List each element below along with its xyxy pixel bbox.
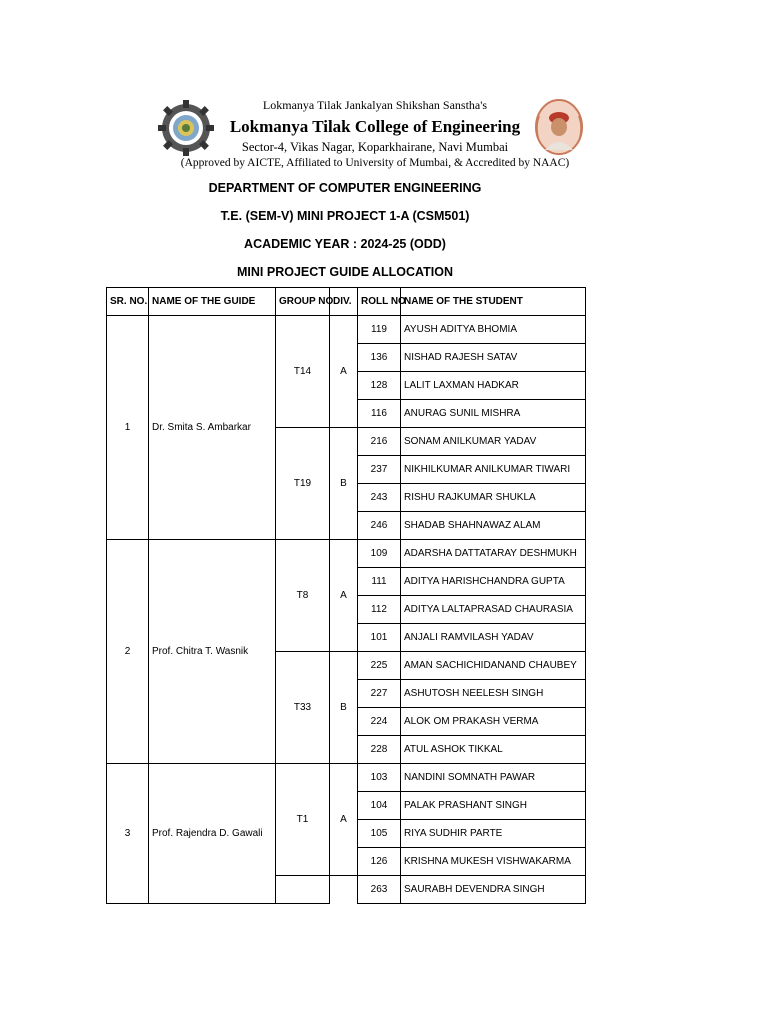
trust-name: Lokmanya Tilak Jankalyan Shikshan Sanstha's xyxy=(262,98,488,112)
student-name-cell: RIYA SUDHIR PARTE xyxy=(401,820,586,848)
table-row xyxy=(107,316,586,344)
header-div: DIV. xyxy=(330,288,358,316)
student-name-cell: ADITYA LALTAPRASAD CHAURASIA xyxy=(401,596,586,624)
student-name-cell: SAURABH DEVENDRA SINGH xyxy=(401,876,586,904)
document-headings xyxy=(0,178,690,290)
div-cell: A xyxy=(330,316,358,428)
header-guide-name: NAME OF THE GUIDE xyxy=(149,288,276,316)
student-name-cell: NANDINI SOMNATH PAWAR xyxy=(401,764,586,792)
student-name-cell: ANURAG SUNIL MISHRA xyxy=(401,400,586,428)
department-heading: DEPARTMENT OF COMPUTER ENGINEERING xyxy=(208,181,482,195)
roll-no-cell: 112 xyxy=(358,596,401,624)
roll-no-cell: 243 xyxy=(358,484,401,512)
student-name-cell: ALOK OM PRAKASH VERMA xyxy=(401,708,586,736)
letterhead xyxy=(150,96,600,172)
student-name-cell: RISHU RAJKUMAR SHUKLA xyxy=(401,484,586,512)
group-no-cell xyxy=(276,876,330,904)
student-name-cell: ADARSHA DATTATARAY DESHMUKH xyxy=(401,540,586,568)
roll-no-cell: 101 xyxy=(358,624,401,652)
student-name-cell: ATUL ASHOK TIKKAL xyxy=(401,736,586,764)
student-name-cell: AMAN SACHICHIDANAND CHAUBEY xyxy=(401,652,586,680)
roll-no-cell: 111 xyxy=(358,568,401,596)
group-no-cell: T8 xyxy=(276,540,330,652)
roll-no-cell: 105 xyxy=(358,820,401,848)
roll-no-cell: 119 xyxy=(358,316,401,344)
sr-no-cell: 1 xyxy=(107,316,149,540)
roll-no-cell: 237 xyxy=(358,456,401,484)
sr-no-cell: 3 xyxy=(107,764,149,904)
table-row xyxy=(107,764,586,792)
college-address: Sector-4, Vikas Nagar, Koparkhairane, Navi Mumbai xyxy=(241,140,509,154)
student-name-cell: KRISHNA MUKESH VISHWAKARMA xyxy=(401,848,586,876)
table-header-row xyxy=(107,288,586,316)
course-heading: T.E. (SEM-V) MINI PROJECT 1-A (CSM501) xyxy=(220,209,470,223)
header-group-no: GROUP NO xyxy=(276,288,330,316)
guide-name-cell: Prof. Chitra T. Wasnik xyxy=(149,540,276,764)
roll-no-cell: 126 xyxy=(358,848,401,876)
roll-no-cell: 263 xyxy=(358,876,401,904)
roll-no-cell: 103 xyxy=(358,764,401,792)
student-name-cell: NISHAD RAJESH SATAV xyxy=(401,344,586,372)
guide-allocation-table xyxy=(106,287,586,904)
student-name-cell: LALIT LAXMAN HADKAR xyxy=(401,372,586,400)
roll-no-cell: 109 xyxy=(358,540,401,568)
student-name-cell: ADITYA HARISHCHANDRA GUPTA xyxy=(401,568,586,596)
allocation-title: MINI PROJECT GUIDE ALLOCATION xyxy=(237,265,453,279)
student-name-cell: AYUSH ADITYA BHOMIA xyxy=(401,316,586,344)
student-name-cell: PALAK PRASHANT SINGH xyxy=(401,792,586,820)
student-name-cell: SONAM ANILKUMAR YADAV xyxy=(401,428,586,456)
student-name-cell: ASHUTOSH NEELESH SINGH xyxy=(401,680,586,708)
roll-no-cell: 227 xyxy=(358,680,401,708)
approval-note: (Approved by AICTE, Affiliated to University of Mumbai, & Accredited by NAAC) xyxy=(180,157,570,169)
roll-no-cell: 246 xyxy=(358,512,401,540)
student-name-cell: ANJALI RAMVILASH YADAV xyxy=(401,624,586,652)
div-cell: B xyxy=(330,428,358,540)
header-student-name: NAME OF THE STUDENT xyxy=(401,288,586,316)
academic-year-heading: ACADEMIC YEAR : 2024-25 (ODD) xyxy=(244,237,446,251)
roll-no-cell: 116 xyxy=(358,400,401,428)
header-roll-no: ROLL NO xyxy=(358,288,401,316)
roll-no-cell: 228 xyxy=(358,736,401,764)
student-name-cell: SHADAB SHAHNAWAZ ALAM xyxy=(401,512,586,540)
group-no-cell: T19 xyxy=(276,428,330,540)
guide-name-cell: Dr. Smita S. Ambarkar xyxy=(149,316,276,540)
guide-name-cell: Prof. Rajendra D. Gawali xyxy=(149,764,276,904)
group-no-cell: T33 xyxy=(276,652,330,764)
roll-no-cell: 104 xyxy=(358,792,401,820)
sr-no-cell: 2 xyxy=(107,540,149,764)
div-cell: A xyxy=(330,764,358,876)
table-row xyxy=(107,540,586,568)
letterhead-text xyxy=(150,96,600,169)
roll-no-cell: 224 xyxy=(358,708,401,736)
roll-no-cell: 216 xyxy=(358,428,401,456)
div-cell: B xyxy=(330,652,358,764)
college-name: Lokmanya Tilak College of Engineering xyxy=(229,117,521,136)
roll-no-cell: 136 xyxy=(358,344,401,372)
group-no-cell: T14 xyxy=(276,316,330,428)
student-name-cell: NIKHILKUMAR ANILKUMAR TIWARI xyxy=(401,456,586,484)
div-cell xyxy=(330,876,358,904)
div-cell: A xyxy=(330,540,358,652)
roll-no-cell: 225 xyxy=(358,652,401,680)
group-no-cell: T1 xyxy=(276,764,330,876)
roll-no-cell: 128 xyxy=(358,372,401,400)
header-sr-no: SR. NO. xyxy=(107,288,149,316)
tilak-portrait-emblem-icon xyxy=(534,98,584,156)
